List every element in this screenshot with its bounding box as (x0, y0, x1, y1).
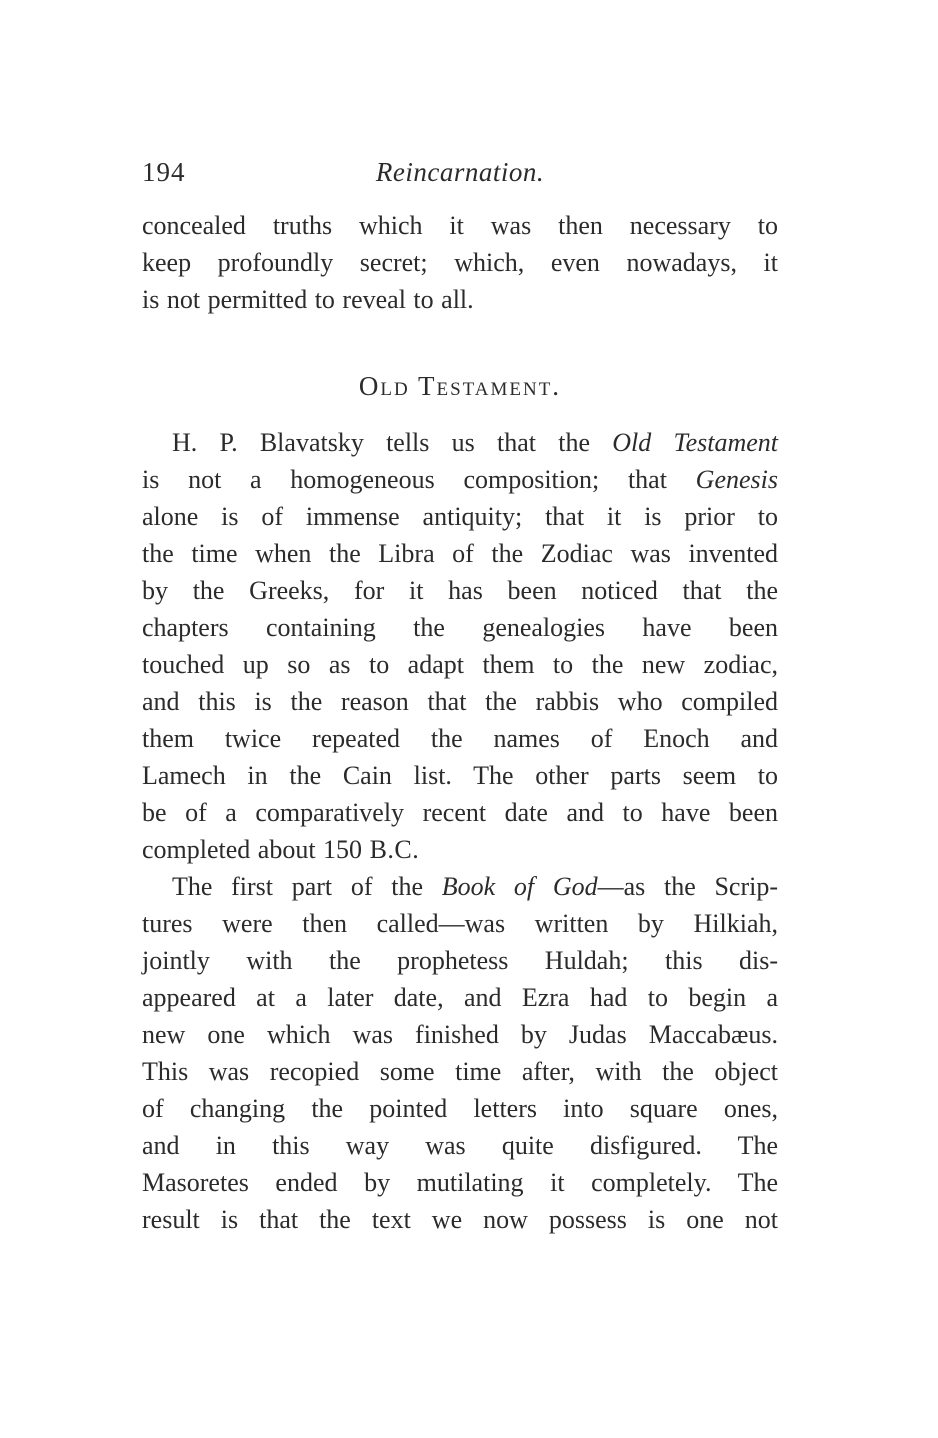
section-heading: Old Testament. (358, 371, 562, 401)
text-line: concealed truths which it was then necessary to (142, 211, 778, 240)
text-line (142, 831, 778, 868)
small-caps-text: B.C. (369, 835, 420, 864)
text-line: them twice repeated the names of Enoch and (142, 724, 778, 753)
italic-title: Book of God (441, 872, 598, 901)
text-line: appeared at a later date, and Ezra had to begin a (142, 983, 778, 1012)
line-text: is not a homogeneous composition; that (142, 465, 696, 494)
text-line: new one which was finished by Judas Maccabæus. (142, 1020, 778, 1049)
italic-title: Old Testament (612, 428, 778, 457)
text-line (142, 461, 778, 498)
text-line: the time when the Libra of the Zodiac was invented (142, 539, 778, 568)
text-line: is not permitted to reveal to all. (142, 285, 474, 314)
line-text: —as the Scrip- (597, 872, 778, 901)
text-line: chapters containing the genealogies have been (142, 613, 778, 642)
text-line (172, 424, 778, 461)
italic-title: Genesis (695, 465, 778, 494)
text-line: touched up so as to adapt them to the new zodiac, (142, 650, 778, 679)
text-line: by the Greeks, for it has been noticed that the (142, 576, 778, 605)
text-line: of changing the pointed letters into square ones, (142, 1094, 778, 1123)
page-header (142, 152, 778, 192)
text-line: result is that the text we now possess is one not (142, 1205, 778, 1234)
running-title: Reincarnation. (375, 157, 545, 187)
page-number: 194 (142, 157, 186, 187)
text-line: and this is the reason that the rabbis who compiled (142, 687, 778, 716)
line-text: completed about 150 (142, 835, 370, 864)
text-line: alone is of immense antiquity; that it is prior to (142, 502, 778, 531)
text-line: Lamech in the Cain list. The other parts seem to (142, 761, 778, 790)
text-line: keep profoundly secret; which, even nowadays, it (142, 248, 778, 277)
line-text: The first part of the (172, 872, 442, 901)
text-line: tures were then called—was written by Hilkiah, (142, 909, 778, 938)
text-line: Masoretes ended by mutilating it completely. The (142, 1168, 778, 1197)
text-line: jointly with the prophetess Huldah; this dis- (142, 946, 778, 975)
text-line: and in this way was quite disfigured. The (142, 1131, 778, 1160)
line-text: H. P. Blavatsky tells us that the (172, 428, 613, 457)
text-line (172, 868, 778, 905)
text-line: This was recopied some time after, with the object (142, 1057, 778, 1086)
text-line: be of a comparatively recent date and to have been (142, 798, 778, 827)
